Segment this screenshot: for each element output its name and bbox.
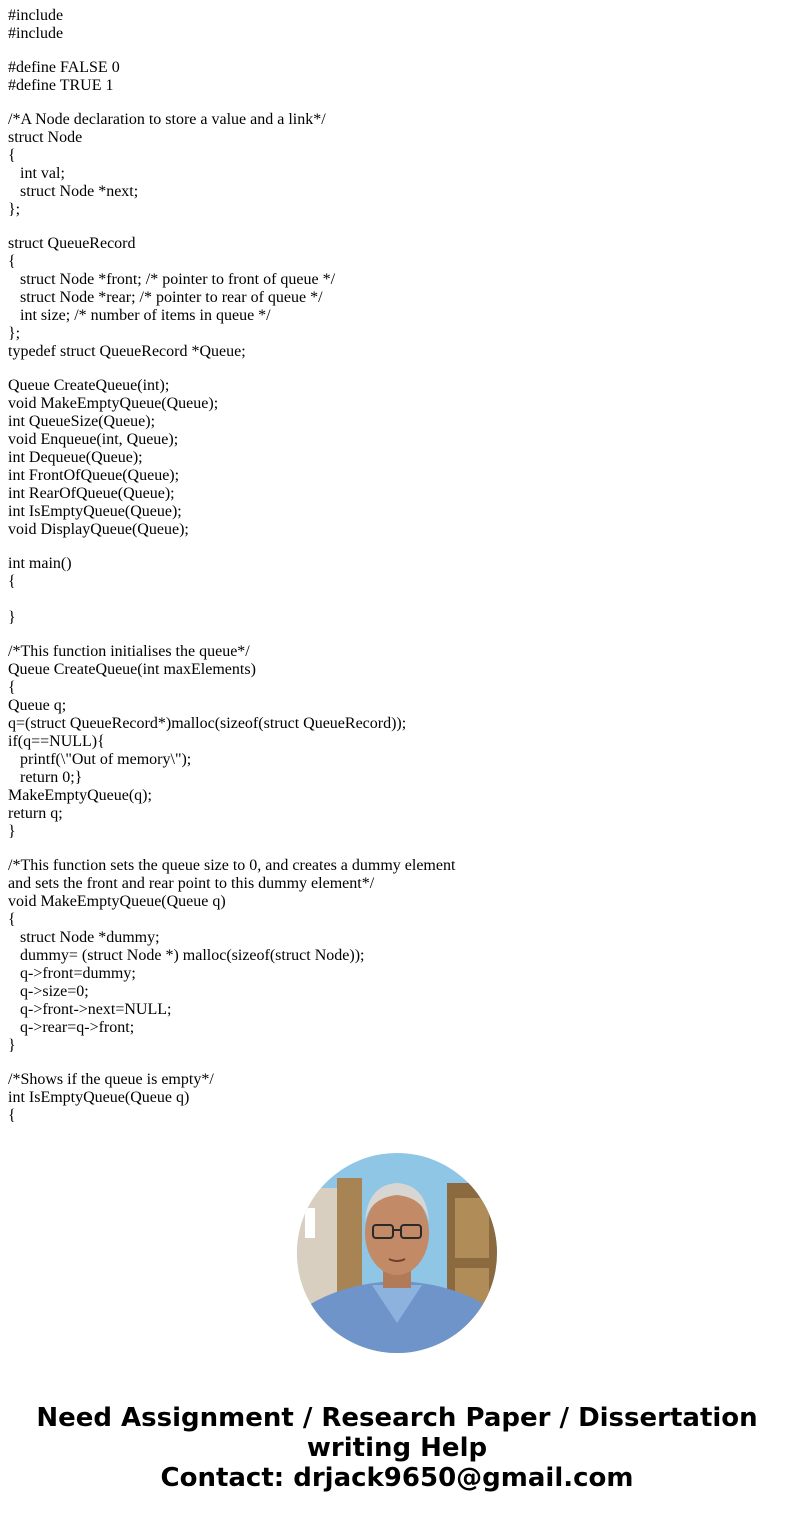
code-line: {: [8, 253, 16, 270]
advert-banner: [0, 1403, 794, 1493]
code-line: int val;: [8, 165, 65, 182]
code-line: [8, 591, 778, 609]
code-line: Queue CreateQueue(int);: [8, 377, 170, 394]
code-block: [8, 1071, 778, 1125]
code-line: }: [8, 609, 16, 626]
code-line: };: [8, 201, 21, 218]
code-line: printf(\"Out of memory\");: [8, 751, 192, 768]
code-block: [8, 643, 778, 841]
code-line: {: [8, 679, 16, 696]
code-listing: [8, 7, 778, 1141]
code-line: Queue CreateQueue(int maxElements): [8, 661, 256, 678]
code-line: typedef struct QueueRecord *Queue;: [8, 343, 246, 360]
code-line: /*A Node declaration to store a value and a link*/: [8, 111, 326, 128]
code-line: q->size=0;: [8, 983, 89, 1000]
code-line: Queue q;: [8, 697, 67, 714]
code-block: [8, 235, 778, 361]
author-avatar: [297, 1153, 497, 1353]
code-line: void Enqueue(int, Queue);: [8, 431, 179, 448]
code-line: /*This function initialises the queue*/: [8, 643, 250, 660]
code-line: void DisplayQueue(Queue);: [8, 521, 189, 538]
code-line: void MakeEmptyQueue(Queue q): [8, 893, 226, 910]
code-line: struct Node: [8, 129, 83, 146]
code-line: {: [8, 911, 16, 928]
code-block: [8, 377, 778, 539]
code-line: q->rear=q->front;: [8, 1019, 135, 1036]
advert-line-1: Need Assignment / Research Paper / Dissertation: [36, 1403, 758, 1433]
code-line: /*Shows if the queue is empty*/: [8, 1071, 214, 1088]
code-line: int QueueSize(Queue);: [8, 413, 156, 430]
code-line: #include: [8, 7, 64, 24]
code-line: dummy= (struct Node *) malloc(sizeof(struct Node));: [8, 947, 365, 964]
code-line: {: [8, 147, 16, 164]
code-line: struct Node *next;: [8, 183, 139, 200]
code-line: }: [8, 1037, 16, 1054]
advert-line-2: writing Help: [306, 1433, 488, 1463]
code-line: return 0;}: [8, 769, 83, 786]
code-block: [8, 59, 778, 95]
code-line: q->front->next=NULL;: [8, 1001, 172, 1018]
code-block: [8, 111, 778, 219]
code-line: };: [8, 325, 21, 342]
author-portrait: [297, 1153, 497, 1353]
code-line: and sets the front and rear point to this dummy element*/: [8, 875, 375, 892]
code-line: int RearOfQueue(Queue);: [8, 485, 175, 502]
code-line: #include: [8, 25, 64, 42]
code-line: int IsEmptyQueue(Queue);: [8, 503, 182, 520]
code-block: [8, 555, 778, 627]
code-line: return q;: [8, 805, 63, 822]
code-line: {: [8, 1107, 16, 1124]
code-line: int Dequeue(Queue);: [8, 449, 143, 466]
code-line: if(q==NULL){: [8, 733, 105, 750]
code-line: MakeEmptyQueue(q);: [8, 787, 152, 804]
code-line: int main(): [8, 555, 72, 572]
code-line: int IsEmptyQueue(Queue q): [8, 1089, 190, 1106]
code-block: [8, 857, 778, 1055]
code-block: [8, 7, 778, 43]
code-line: q->front=dummy;: [8, 965, 136, 982]
code-line: q=(struct QueueRecord*)malloc(sizeof(struct QueueRecord));: [8, 715, 407, 732]
code-line: int FrontOfQueue(Queue);: [8, 467, 180, 484]
code-line: #define FALSE 0: [8, 59, 120, 76]
code-line: /*This function sets the queue size to 0, and creates a dummy element: [8, 857, 456, 874]
code-line: }: [8, 823, 16, 840]
code-line: struct Node *dummy;: [8, 929, 160, 946]
code-line: {: [8, 573, 16, 590]
code-line: void MakeEmptyQueue(Queue);: [8, 395, 219, 412]
code-line: int size; /* number of items in queue */: [8, 307, 271, 324]
code-line: struct QueueRecord: [8, 235, 136, 252]
code-line: struct Node *front; /* pointer to front of queue */: [8, 271, 336, 288]
code-line: struct Node *rear; /* pointer to rear of queue */: [8, 289, 323, 306]
advert-contact: Contact: drjack9650@gmail.com: [160, 1463, 634, 1493]
code-line: #define TRUE 1: [8, 77, 114, 94]
